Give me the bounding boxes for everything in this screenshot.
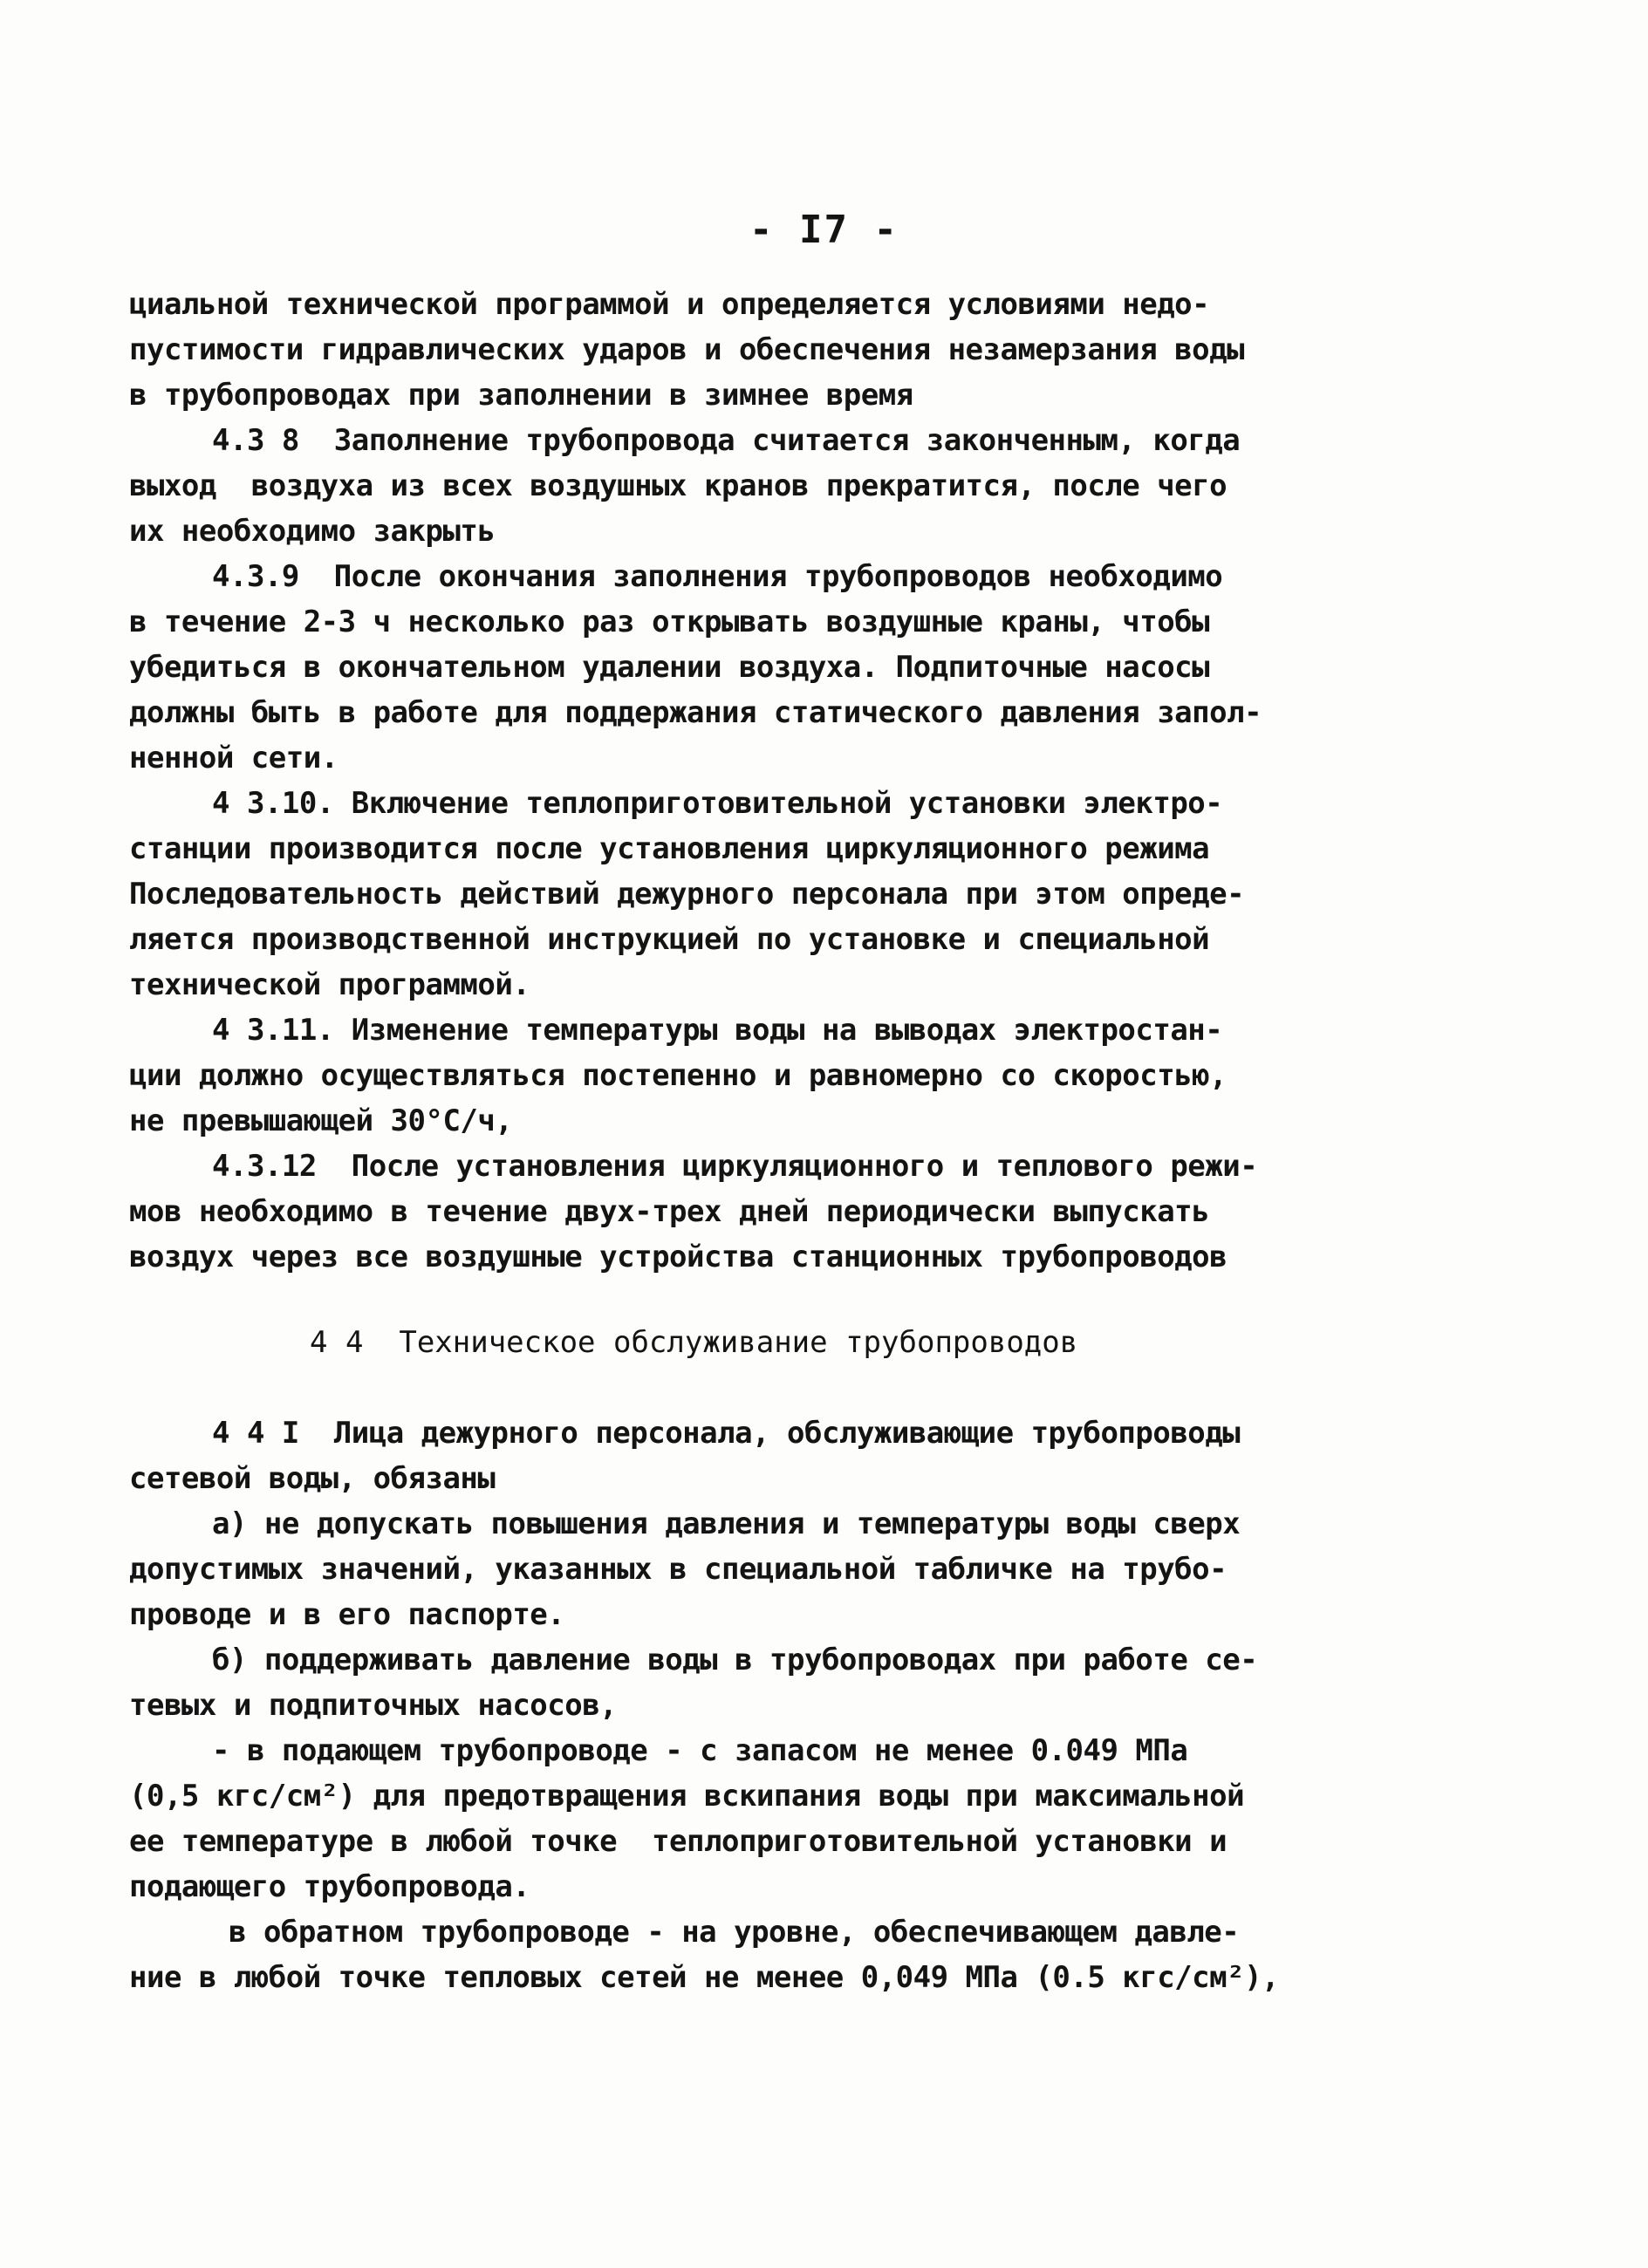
text-line: циальной технической программой и определяется условиями недо- xyxy=(129,287,1210,322)
text-line: 4.3.12 После установления циркуляционного и теплового режи- xyxy=(212,1149,1258,1184)
text-line: сетевой воды, обязаны xyxy=(129,1461,496,1496)
text-line: Последовательность действий дежурного персонала при этом опреде- xyxy=(129,877,1245,912)
text-line: 4 3.10. Включение теплоприготовительной установки электро- xyxy=(212,786,1223,821)
text-line: допустимых значений, указанных в специальной табличке на трубо- xyxy=(129,1552,1227,1587)
text-line: а) не допускать повышения давления и температуры воды сверх xyxy=(212,1506,1241,1541)
text-line: 4 4 I Лица дежурного персонала, обслуживающие трубопроводы xyxy=(212,1416,1241,1451)
text-line: тевых и подпиточных насосов, xyxy=(129,1688,618,1723)
text-line: ции должно осуществляться постепенно и равномерно со скоростью, xyxy=(129,1058,1227,1093)
text-line: станции производится после установления циркуляционного режима xyxy=(129,831,1210,866)
text-line: подающего трубопровода. xyxy=(129,1869,530,1904)
page-number: - I7 - xyxy=(749,208,899,252)
text-line: ненной сети. xyxy=(129,741,338,775)
text-line: 4.3 8 Заполнение трубопровода считается законченным, когда xyxy=(212,423,1241,458)
text-line: 4.3.9 После окончания заполнения трубопроводов необходимо xyxy=(212,559,1223,594)
text-line: ние в любой точке тепловых сетей не менее 0,049 МПа (0.5 кгс/см²), xyxy=(129,1960,1280,1995)
text-line: 4 3.11. Изменение температуры воды на выводах электростан- xyxy=(212,1013,1223,1048)
text-line: б) поддерживать давление воды в трубопроводах при работе се- xyxy=(212,1643,1258,1677)
text-line: их необходимо закрыть xyxy=(129,514,496,549)
text-line: воздух через все воздушные устройства станционных трубопроводов xyxy=(129,1240,1227,1274)
text-line: - в подающем трубопроводе - с запасом не менее 0.049 МПа xyxy=(212,1733,1188,1768)
text-line: должны быть в работе для поддержания статического давления запол- xyxy=(129,695,1262,730)
text-line: в трубопроводах при заполнении в зимнее время xyxy=(129,378,913,413)
section-heading: 4 4 Техническое обслуживание трубопроводов xyxy=(310,1325,1078,1360)
text-line: ляется производственной инструкцией по установке и специальной xyxy=(129,922,1210,957)
text-line: (0,5 кгс/см²) для предотвращения вскипания воды при максимальной xyxy=(129,1779,1245,1814)
text-line: не превышающей 30°С/ч, xyxy=(129,1103,513,1138)
text-line: в течение 2-3 ч несколько раз открывать воздушные краны, чтобы xyxy=(129,605,1210,639)
text-line: технической программой. xyxy=(129,967,530,1002)
text-line: проводе и в его паспорте. xyxy=(129,1597,565,1632)
text-line: пустимости гидравлических ударов и обеспечения незамерзания воды xyxy=(129,332,1245,367)
text-line: ее температуре в любой точке теплоприготовительной установки и xyxy=(129,1824,1227,1859)
text-line: выход воздуха из всех воздушных кранов прекратится, после чего xyxy=(129,468,1227,503)
text-line: убедиться в окончательном удалении воздуха. Подпиточные насосы xyxy=(129,650,1210,685)
text-line: в обратном трубопроводе - на уровне, обеспечивающем давле- xyxy=(229,1915,1240,1950)
text-line: мов необходимо в течение двух-трех дней периодически выпускать xyxy=(129,1194,1210,1229)
